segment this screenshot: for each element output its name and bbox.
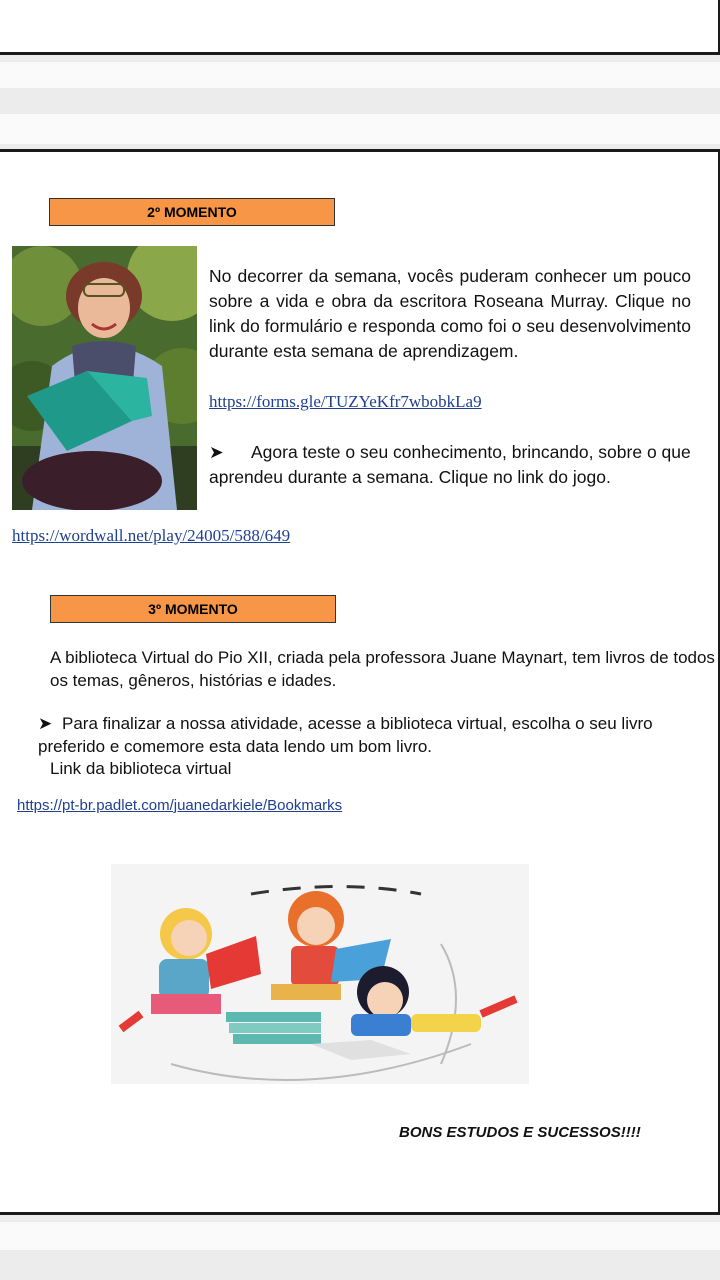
library-link[interactable]: https://pt-br.padlet.com/juanedarkiele/Bookmarks [17,797,343,814]
library-link-label: Link da biblioteca virtual [50,759,232,778]
moment-2-paragraph: No decorrer da semana, vocês puderam conhecer um pouco sobre a vida e obra da escritora Roseana Murray. Clique no link do formulário e responda como foi o seu desenvolvimento durante esta semana de aprendizagem. [209,266,691,361]
form-link[interactable]: https://forms.gle/TUZYeKfr7wbobkLa9 [209,392,482,411]
page-gap [0,114,720,144]
previous-page-bottom [0,0,720,55]
page-gap [0,62,720,88]
page-gap [0,1222,720,1250]
arrowhead-bullet-icon: ➤ [38,714,53,733]
moment-2-bullet [209,440,693,490]
closing-message: BONS ESTUDOS E SUCESSOS!!!! [399,1124,641,1141]
moment-2-bullet-text: Agora teste o seu conhecimento, brincando, sobre o que aprendeu durante a semana. Clique no link do jogo. [209,442,691,487]
moment-2-heading: 2º MOMENTO [49,198,335,226]
arrowhead-bullet-icon: ➤ [209,442,224,462]
moment-3-bullet [38,712,718,758]
moment-3-paragraph: A biblioteca Virtual do Pio XII, criada pela professora Juane Maynart, tem livros de todos os temas, gêneros, histórias e idades. [50,648,715,690]
children-reading-illustration [111,864,529,1084]
author-photo [12,246,197,510]
game-link[interactable]: https://wordwall.net/play/24005/588/649 [12,526,291,545]
moment-3-bullet-text: Para finalizar a nossa atividade, acesse a biblioteca virtual, escolha o seu livro preferido e comemore esta data lendo um bom livro. [38,714,653,756]
document-page [0,149,720,1215]
moment-3-heading: 3º MOMENTO [50,595,336,623]
